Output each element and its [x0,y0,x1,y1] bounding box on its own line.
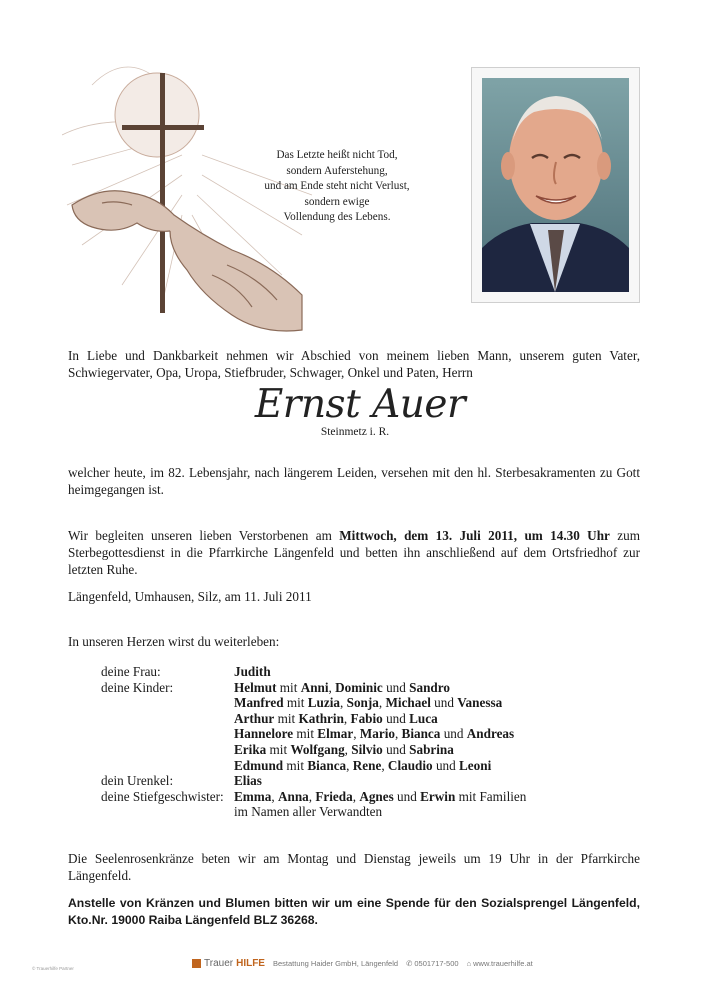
person-name: Mario [359,726,395,742]
person-name: Fabio [350,710,383,726]
person-name: Rene [352,757,382,773]
relatives-line: im Namen aller Verwandten [234,804,383,820]
child-family-line [234,695,514,711]
great-grandchild-name: Elias [234,773,262,789]
rosary-text: Die Seelenrosenkränze beten wir am Montag und Dienstag jeweils um 19 Uhr in der Pfarrkirche Längenfeld. [68,851,640,883]
child-family-line [234,726,514,742]
connector-text: mit [283,695,308,711]
place-date: Längenfeld, Umhausen, Silz, am 11. Juli 2011 [68,589,312,604]
logo-hilfe: HILFE [236,958,265,969]
wife-label: deine Frau: [101,664,161,679]
logo-mark-icon [192,959,201,968]
person-name: Helmut [234,679,277,695]
sun-icon [115,73,199,157]
deceased-name: Ernst Auer [254,382,466,427]
connector-text: , [340,695,347,711]
child-family-line [234,742,514,758]
poem-line: sondern ewige [304,195,370,208]
great-grandchild-label: dein Urenkel: [101,773,174,789]
connector-text: , [308,788,316,804]
person-name: Elmar [317,726,354,742]
poem-line: Vollendung des Lebens. [283,211,391,223]
family-list [101,664,621,820]
person-name: Michael [385,695,431,711]
person-name: Sandro [409,679,450,695]
connector-text: , [352,788,360,804]
family-row-wife [101,664,621,680]
person-name: Bianca [307,757,347,773]
company-name: Bestattung Haider GmbH, Längenfeld [272,959,399,968]
family-row-step-siblings [101,789,621,805]
child-family-line [234,711,514,727]
person-name: Wolfgang [290,741,345,757]
connector-text: , [346,757,353,773]
wife-name: Judith [234,664,271,679]
person-name: Andreas [466,726,515,742]
person-name: Claudio [387,757,433,773]
death-text: welcher heute, im 82. Lebensjahr, nach längerem Leiden, versehen mit den hl. Sterbesakramenten zu Gott heimgegangen ist. [68,465,640,497]
portrait-photo [482,78,629,292]
donation-text: Anstelle von Kränzen und Blumen bitten wir um eine Spende für den Sozialsprengel Längenfeld, Kto.Nr. 19000 Raiba Längenfeld BLZ 36268. [68,896,640,927]
trauerhilfe-logo [192,958,265,969]
person-name: Vanessa [457,695,503,711]
connector-text: mit [283,757,308,773]
children-label: deine Kinder: [101,679,174,695]
connector-text: , [344,741,352,757]
connector-text: , [271,788,278,804]
intro-text: In Liebe und Dankbarkeit nehmen wir Abschied von meinem lieben Mann, unserem guten Vater, Schwiegervater, Opa, Uropa, Stiefbruder, Schwager, Onkel und Paten, Herrn [68,348,640,380]
deceased-occupation: Steinmetz i. R. [320,426,390,438]
person-name: Sonja [346,695,379,711]
person-name: Sabrina [409,741,454,757]
child-family-line [234,758,514,774]
step-siblings-list [234,789,526,805]
poem [262,148,412,226]
person-name: Arthur [234,710,275,726]
funeral-text-part1: Wir begleiten unseren lieben Verstorbenen am [68,528,340,543]
connector-text: , [343,710,351,726]
connector-text: , [328,679,336,695]
person-name: Silvio [351,741,383,757]
connector-text: , [394,726,402,742]
connector-text: und [432,757,460,773]
person-name: Erika [234,741,267,757]
connector-text: und [393,788,421,804]
website-link[interactable]: www.trauerhilfe.at [473,959,533,968]
phone-icon: ✆ [406,959,413,968]
person-name: Agnes [359,788,394,804]
connector-text: mit [293,726,318,742]
phone-number: 0501717-500 [414,959,459,968]
connector-text: mit Familien [455,788,527,804]
connector-text: und [440,726,467,742]
person-name: Bianca [401,726,441,742]
person-name: Dominic [335,679,383,695]
person-name: Luzia [307,695,341,711]
person-name: Emma [234,788,272,804]
family-row-children [101,680,621,774]
family-row-relatives [101,804,621,820]
children-list [234,680,514,774]
person-name: Anna [277,788,309,804]
portrait-frame [471,67,640,303]
connector-text: und [382,741,410,757]
connector-text: mit [276,679,301,695]
person-name: Luca [409,710,438,726]
website-icon: ⌂ [466,959,472,968]
poem-line: sondern Auferstehung, [286,164,388,177]
person-name: Edmund [234,757,284,773]
connector-text: mit [266,741,291,757]
funeral-text-part2: zum Sterbegottesdienst in die Pfarrkirche Längenfeld und betten ihn anschließend auf dem Ortsfriedhof zur letzten Ruhe. [68,528,640,577]
connector-text: , [378,695,386,711]
person-name: Anni [300,679,329,695]
footer [192,958,533,969]
poem-line: Das Letzte heißt nicht Tod, [276,149,398,161]
child-family-line [234,680,514,696]
person-name: Hannelore [234,726,294,742]
copyright-note: © Trauerhilfe Partner [32,966,74,971]
person-name: Erwin [420,788,456,804]
hearts-line: In unseren Herzen wirst du weiterleben: [68,634,280,649]
connector-text: , [353,726,360,742]
poem-line: und am Ende steht nicht Verlust, [264,180,410,192]
family-row-great-grandchild [101,773,621,789]
connector-text: , [381,757,388,773]
logo-trauer: Trauer [204,958,234,969]
step-siblings-label: deine Stiefgeschwister: [101,788,224,804]
person-name: Frieda [315,788,353,804]
person-name: Manfred [234,695,284,711]
person-name: Kathrin [298,710,344,726]
connector-text: mit [274,710,299,726]
connector-text: und [382,710,410,726]
person-name: Leoni [459,757,492,773]
funeral-date: Mittwoch, dem 13. Juli 2011, um 14.30 Uhr [339,528,610,543]
connector-text: und [430,695,458,711]
connector-text: und [382,679,410,695]
funeral-text [68,527,640,578]
